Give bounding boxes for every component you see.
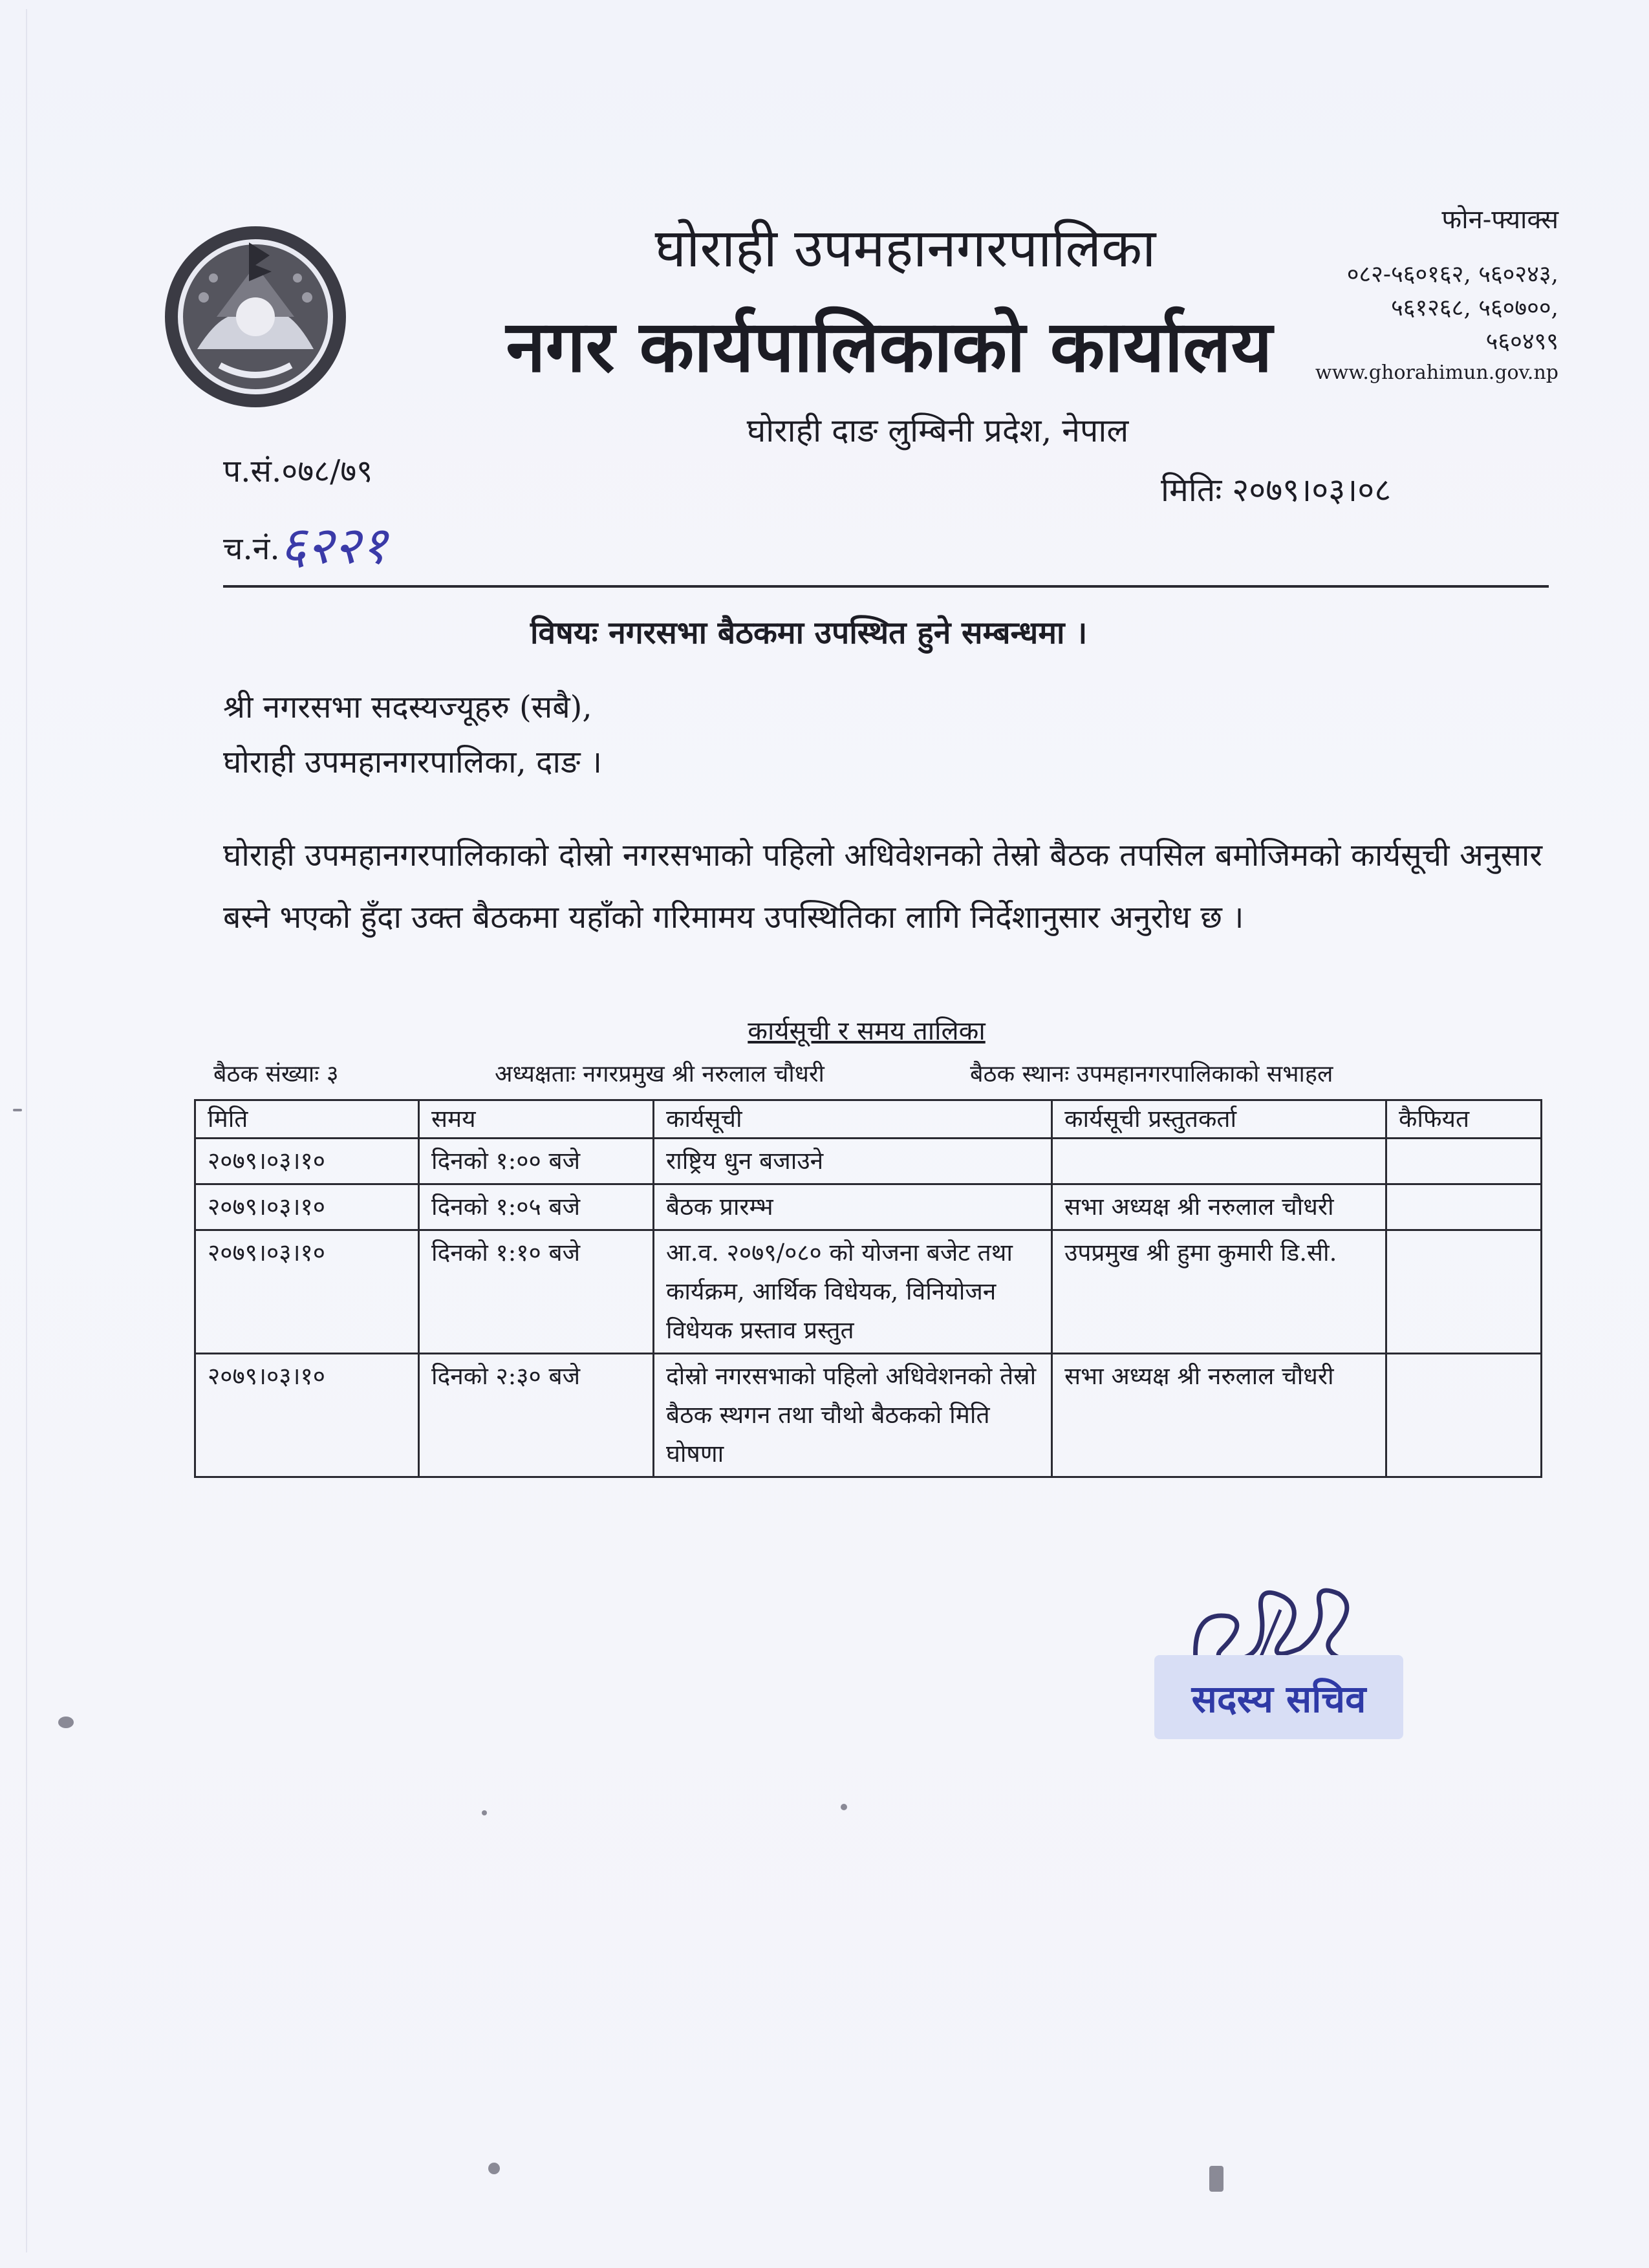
cell-presenter: सभा अध्यक्ष श्री नरुलाल चौधरी [1052, 1184, 1386, 1230]
phone-line-2: ५६१२६८, ५६०७००, [1391, 295, 1558, 321]
cell-presenter: सभा अध्यक्ष श्री नरुलाल चौधरी [1052, 1354, 1386, 1477]
table-row [195, 1184, 1542, 1230]
signatory-title: सदस्य सचिव [1191, 1676, 1366, 1721]
cell-agenda: बैठक प्रारम्भ [653, 1184, 1051, 1230]
cell-date: २०७९।०३।१० [195, 1230, 419, 1354]
meeting-number: बैठक संख्याः ३ [213, 1061, 339, 1087]
contact-block [1222, 200, 1558, 384]
cell-time: दिनको १:१० बजे [419, 1230, 654, 1354]
scan-speck [1209, 2166, 1223, 2192]
scan-speck [488, 2163, 500, 2174]
column-header-presenter: कार्यसूची प्रस्तुतकर्ता [1052, 1100, 1386, 1139]
header-divider [223, 585, 1549, 588]
government-emblem-icon [158, 220, 352, 414]
cell-time: दिनको २:३० बजे [419, 1354, 654, 1477]
cell-remarks [1386, 1354, 1542, 1477]
cell-agenda: दोस्रो नगरसभाको पहिलो अधिवेशनको तेस्रो बैठक स्थगन तथा चौथो बैठकको मिति घोषणा [653, 1354, 1051, 1477]
recipient-line-2: घोराही उपमहानगरपालिका, दाङ । [223, 744, 602, 780]
scan-speck [841, 1804, 847, 1810]
website-link[interactable]: www.ghorahimun.gov.np [1315, 361, 1558, 384]
fiscal-reference: प.सं.०७८/७९ [223, 453, 373, 489]
column-header-time: समय [419, 1100, 654, 1139]
cell-date: २०७९।०३।१० [195, 1184, 419, 1230]
letter-body: घोराही उपमहानगरपालिकाको दोस्रो नगरसभाको पहिलो अधिवेशनको तेस्रो बैठक तपसिल बमोजिमको कार्यसूची अनुसार बस्ने भएको हुँदा उक्त बैठकमा यहाँको गरिमामय उपस्थितिका लागि निर्देशानुसार अनुरोध छ । [223, 837, 1542, 936]
column-header-date: मिति [195, 1100, 419, 1139]
cell-remarks [1386, 1139, 1542, 1184]
cell-agenda: आ.व. २०७९/०८० को योजना बजेट तथा कार्यक्रम, आर्थिक विधेयक, विनियोजन विधेयक प्रस्ताव प्रस्तुत [653, 1230, 1051, 1354]
cell-time: दिनको १:०० बजे [419, 1139, 654, 1184]
scan-speck [482, 1810, 487, 1815]
municipality-name: घोराही उपमहानगरपालिका [654, 218, 1156, 279]
scan-speck [58, 1717, 74, 1728]
contact-label: फोन-फ्याक्स [1441, 205, 1558, 235]
table-row [195, 1354, 1542, 1477]
cell-presenter [1052, 1139, 1386, 1184]
meeting-venue: बैठक स्थानः उपमहानगरपालिकाको सभाहल [970, 1061, 1333, 1087]
dispatch-value: ६२२१ [279, 515, 388, 575]
office-name: नगर कार्यपालिकाको कार्यालय [506, 305, 1273, 388]
cell-presenter: उपप्रमुख श्री हुमा कुमारी डि.सी. [1052, 1230, 1386, 1354]
phone-line-3: ५६०४९९ [1485, 328, 1558, 355]
meeting-chair: अध्यक्षताः नगरप्रमुख श्री नरुलाल चौधरी [495, 1061, 824, 1087]
column-header-agenda: कार्यसूची [653, 1100, 1051, 1139]
cell-time: दिनको १:०५ बजे [419, 1184, 654, 1230]
dispatch-number [223, 504, 387, 575]
column-header-remarks: कैफियत [1386, 1100, 1542, 1139]
scan-speck [13, 1109, 22, 1111]
dispatch-label: च.नं. [223, 531, 280, 567]
cell-agenda: राष्ट्रिय धुन बजाउने [653, 1139, 1051, 1184]
cell-remarks [1386, 1184, 1542, 1230]
schedule-table [194, 1099, 1542, 1478]
cell-date: २०७९।०३।१० [195, 1139, 419, 1184]
signatory-stamp [1154, 1655, 1403, 1739]
phone-line-1: ०८२-५६०१६२, ५६०२४३, [1346, 261, 1558, 288]
recipient-line-1: श्री नगरसभा सदस्यज्यूहरु (सबै), [223, 689, 592, 725]
cell-date: २०७९।०३।१० [195, 1354, 419, 1477]
cell-remarks [1386, 1230, 1542, 1354]
office-address: घोराही दाङ लुम्बिनी प्रदेश, नेपाल [746, 412, 1129, 449]
table-header-row [195, 1100, 1542, 1139]
letter-subject: विषयः नगरसभा बैठकमा उपस्थित हुने सम्बन्धमा । [530, 615, 1088, 651]
schedule-title: कार्यसूची र समय तालिका [748, 1016, 986, 1046]
table-row [195, 1139, 1542, 1184]
letter-date: मितिः २०७९।०३।०८ [1161, 471, 1392, 509]
table-row [195, 1230, 1542, 1354]
